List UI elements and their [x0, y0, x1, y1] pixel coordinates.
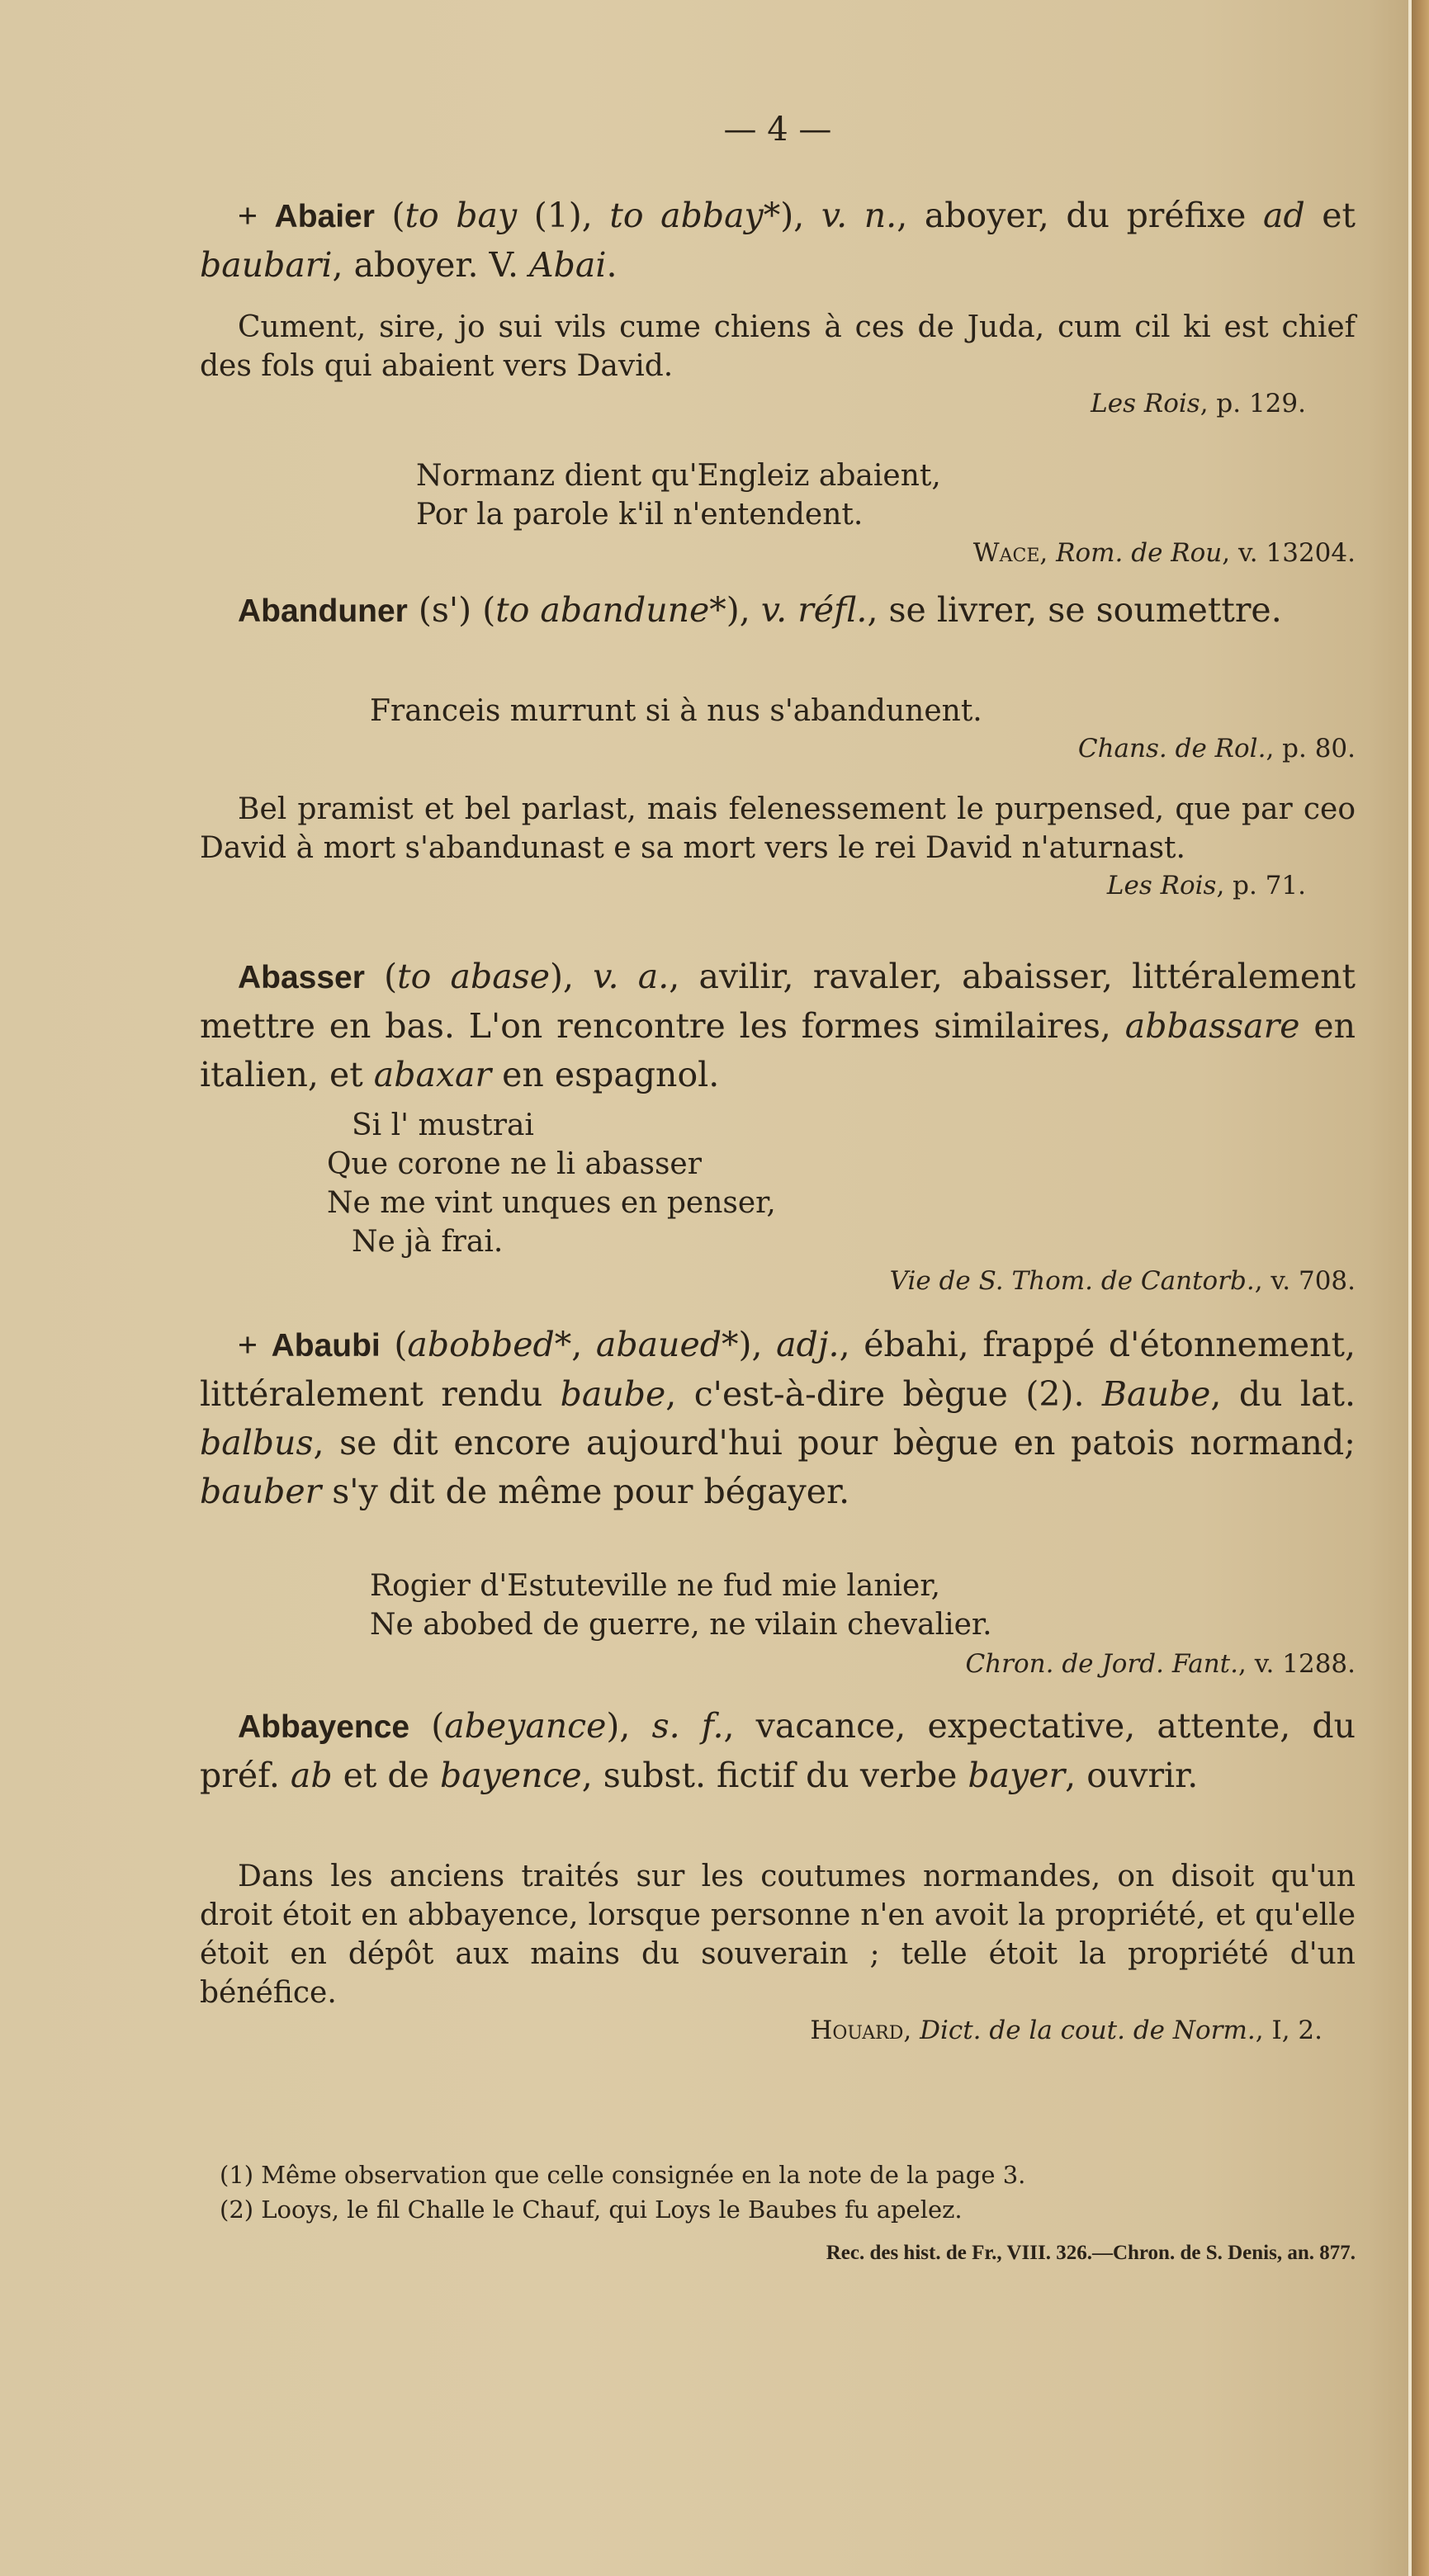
- paren: *),: [721, 1325, 777, 1364]
- definition: , se dit encore aujourd'hui pour bègue en patois normand;: [313, 1423, 1356, 1463]
- quote-text: Dans les anciens traités sur les coutumes normandes, on disoit qu'un droit étoit en abbayence, lorsque personne n'en avoit la propriété, et qu'elle étoit en dépôt aux mains du souverain ; telle étoit la propriété d'un bénéfice.: [200, 1860, 1356, 2010]
- cross-marker: +: [238, 196, 258, 234]
- part-of-speech: v. n.: [821, 196, 897, 235]
- source-ref: , v. 708.: [1254, 1266, 1356, 1296]
- etymon: Baube: [1101, 1374, 1211, 1414]
- entry-abanduner: [200, 586, 1356, 636]
- source-ref: , v. 13204.: [1222, 538, 1356, 568]
- definition: .: [606, 245, 617, 285]
- headword: Abasser: [238, 960, 365, 995]
- english-equivalent: to abase: [397, 957, 550, 996]
- entry-abaubi: [200, 1321, 1356, 1516]
- verse-line: Franceis murrunt si à nus s'abandunent.: [370, 694, 982, 728]
- english-equivalent: to abbay: [609, 196, 764, 235]
- part-of-speech: adj.: [776, 1325, 840, 1364]
- verse-line: Por la parole k'il n'entendent.: [416, 498, 864, 532]
- source-title: Les Rois: [1091, 389, 1200, 418]
- headword: Abaubi: [271, 1328, 381, 1364]
- footnote-2-source: Rec. des hist. de Fr., VIII. 326.—Chron. de S. Denis, an. 877.: [826, 2242, 1356, 2264]
- definition: et: [1304, 196, 1356, 235]
- verse-line: Que corone ne li abasser: [327, 1147, 702, 1181]
- verse-line: Ne me vint unques en penser,: [327, 1186, 776, 1220]
- cross-marker: +: [238, 1326, 258, 1364]
- etymon: baubari: [200, 245, 333, 285]
- source-author: Wace: [972, 538, 1040, 568]
- quote-houard: [200, 1857, 1356, 2049]
- definition: , vacance, expectative, attente, du préf.: [200, 1706, 1356, 1795]
- headword: Abbayence: [238, 1709, 410, 1745]
- source-ref: , p. 129.: [1200, 389, 1306, 418]
- verse-line: Ne abobed de guerre, ne vilain chevalier.: [370, 1608, 992, 1642]
- source-title: Rom. de Rou: [1056, 538, 1223, 568]
- quote-text: Cument, sire, jo sui vils cume chiens à ces de Juda, cum cil ki est chief des fols qui abaient vers David.: [200, 310, 1356, 383]
- entry-abasser: [200, 952, 1356, 1099]
- definition: , subst. fictif du verbe: [581, 1756, 968, 1795]
- paren: (: [380, 1325, 408, 1364]
- english-equivalent: to bay: [405, 196, 518, 235]
- paren: ),: [606, 1706, 652, 1746]
- definition: , aboyer. V.: [332, 245, 530, 285]
- source-title: Chron. de Jord. Fant.: [965, 1649, 1238, 1679]
- part-of-speech: v. a.: [593, 957, 670, 996]
- paren: ),: [549, 957, 594, 996]
- definition: , ouvrir.: [1065, 1756, 1199, 1795]
- definition: , du lat.: [1210, 1374, 1356, 1414]
- quote-text: Bel pramist et bel parlast, mais felenessement le purpensed, que par ceo David à mort s'abandunast e sa mort vers le rei David n'aturnast.: [200, 792, 1356, 865]
- source-ref: , I, 2.: [1255, 2016, 1323, 2045]
- source-ref: , v. 1288.: [1238, 1649, 1356, 1679]
- footnote-2: (2) Looys, le fil Challe le Chauf, qui Loys le Baubes fu apelez.: [220, 2196, 963, 2224]
- quote-source: [200, 867, 1356, 904]
- quote-source: [200, 730, 1405, 767]
- footnotes: [200, 2158, 1356, 2227]
- definition: en espagnol.: [491, 1055, 720, 1094]
- part-of-speech: v. réfl.: [760, 590, 868, 630]
- paren: (: [374, 196, 405, 235]
- verse-line: Si l' mustrai: [352, 1108, 534, 1142]
- definition: s'y dit de même pour bégayer.: [321, 1472, 850, 1511]
- source-author: Houard: [810, 2016, 904, 2045]
- quote-les-rois-71: [200, 790, 1356, 904]
- definition: et de: [332, 1756, 440, 1795]
- english-equivalent: abaued: [595, 1325, 722, 1364]
- source-ref: , p. 80.: [1266, 734, 1356, 763]
- separator: *,: [554, 1325, 596, 1364]
- cognate: abaxar: [373, 1055, 492, 1094]
- etymon: ab: [290, 1756, 333, 1795]
- verse-line: Ne jà frai.: [352, 1225, 504, 1259]
- part-of-speech: s. f.: [651, 1706, 724, 1746]
- book-binding: [1412, 0, 1429, 2576]
- page-number: — 4 —: [723, 111, 832, 149]
- quote-source: [200, 385, 1356, 422]
- headword: Abanduner: [238, 593, 408, 629]
- reflexive-marker: (s') (: [407, 590, 496, 630]
- quote-source: Wace, Rom. de Rou, v. 13204.: [972, 538, 1356, 568]
- definition: , c'est-à-dire bègue (2).: [665, 1374, 1102, 1414]
- paren: *),: [763, 196, 821, 235]
- etymon: balbus: [200, 1423, 314, 1463]
- english-equivalent: abobbed: [407, 1325, 555, 1364]
- verse-line: Normanz dient qu'Engleiz abaient,: [416, 459, 941, 493]
- verse-chron-de-jord: [200, 1567, 1356, 1644]
- quote-les-rois-129: [200, 308, 1356, 422]
- english-equivalent: to abandune: [495, 590, 710, 630]
- cognate: abbassare: [1124, 1006, 1300, 1046]
- verse-wace: [200, 456, 1356, 534]
- definition: , se livrer, se soumettre.: [867, 590, 1282, 630]
- footnote-1: (1) Même observation que celle consignée en la note de la page 3.: [220, 2161, 1026, 2189]
- quote-source: Houard, Dict. de la cout. de Norm., I, 2.: [810, 2016, 1323, 2045]
- source-title: Vie de S. Thom. de Cantorb.: [889, 1266, 1255, 1296]
- paren: *),: [709, 590, 761, 630]
- etymon: ad: [1263, 196, 1305, 235]
- source-title: Chans. de Rol.: [1077, 734, 1266, 763]
- source-ref: , p. 71.: [1216, 871, 1306, 900]
- quote-source: [200, 1646, 1405, 1682]
- definition: , avilir, ravaler, abaisser, littéralement mettre en bas. L'on rencontre les formes similaires,: [200, 957, 1356, 1046]
- paren: (: [409, 1706, 445, 1746]
- etymon: baube: [560, 1374, 666, 1414]
- etymon: bauber: [200, 1472, 322, 1511]
- verse-vie-de-s-thom: [200, 1106, 1356, 1261]
- entry-abaier: [200, 191, 1356, 290]
- quote-source: [200, 1263, 1405, 1299]
- entry-abbayence: [200, 1702, 1356, 1800]
- etymon: bayence: [439, 1756, 582, 1795]
- source-title: Les Rois: [1106, 871, 1217, 900]
- verse-chans-de-rol: [200, 692, 1356, 730]
- verse-line: Rogier d'Estuteville ne fud mie lanier,: [370, 1569, 941, 1603]
- footnote-ref: (1),: [517, 196, 610, 235]
- definition: , ébahi, frappé d'étonnement, littéralement rendu: [200, 1325, 1356, 1414]
- paren: (: [364, 957, 398, 996]
- headword: Abaier: [274, 199, 375, 234]
- source-title: Dict. de la cout. de Norm.: [920, 2016, 1256, 2045]
- etymon: bayer: [968, 1756, 1066, 1795]
- english-equivalent: abeyance: [444, 1706, 607, 1746]
- definition: en italien, et: [200, 1006, 1356, 1094]
- cross-reference: Abai: [529, 245, 607, 285]
- definition: , aboyer, du préfixe: [897, 196, 1263, 235]
